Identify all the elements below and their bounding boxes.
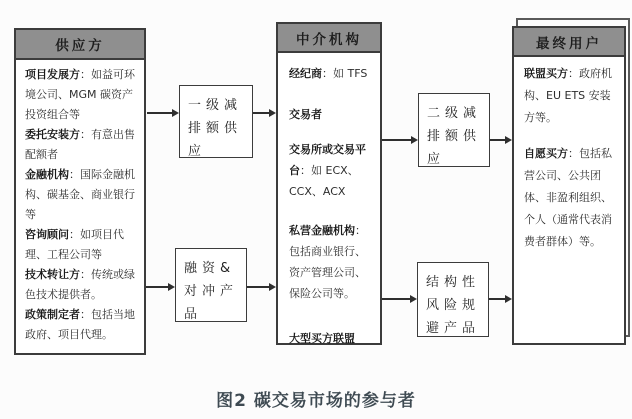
arrowhead-icon [410,295,417,303]
supply-column [14,28,146,355]
intermediary-item: 经纪商：如 TFS [289,67,368,80]
flow-box-financing-hedging: 融资&对冲产品 [175,248,247,322]
connector-structural-to-enduser [489,298,505,300]
arrowhead-icon [505,295,512,303]
end-user-body [514,57,624,253]
arrowhead-icon [172,109,179,117]
arrowhead-icon [411,136,418,144]
figure-caption: 图2 碳交易市场的参与者 [216,391,416,411]
intermediary-item: 交易者 [289,108,322,121]
arrowhead-icon [269,283,276,291]
end-user-column [512,26,626,345]
intermediary-item: 交易所或交易平台：如 ECX、CCX、ACX [289,143,366,198]
arrowhead-icon [168,283,175,291]
intermediary-body [278,53,380,349]
supply-header: 供应方 [16,30,144,60]
connector-intermediary-to-structural [382,298,410,300]
connector-secondary-to-enduser [490,139,505,141]
supply-item: 金融机构：国际金融机构、碳基金、商业银行等 [25,168,135,221]
supply-item: 政策制定者：包括当地政府、项目代理。 [25,308,135,341]
supply-item: 委托安装方：有意出售配额者 [25,128,135,161]
intermediary-item: 大型买方联盟 [289,332,355,345]
end-user-header: 最终用户 [514,28,624,57]
arrowhead-icon [505,136,512,144]
intermediary-column [276,22,382,345]
connector-supply-to-financing [146,286,168,288]
intermediary-header: 中介机构 [278,24,380,53]
supply-body [16,60,144,345]
connector-primary-to-intermediary [253,112,269,114]
flow-box-secondary-supply: 二级减排额供应 [418,93,490,167]
end-user-item: 联盟买方：政府机构、EU ETS 安装方等。 [524,67,612,124]
supply-item: 项目发展方：如益可环境公司、MGM 碳资产投资组合等 [25,68,135,121]
connector-supply-to-primary [147,112,172,114]
flow-box-primary-supply: 一级减排额供应 [179,85,253,158]
arrowhead-icon [269,109,276,117]
supply-item: 咨询顾问：如项目代理、工程公司等 [25,228,124,261]
intermediary-item: 私营金融机构：包括商业银行、资产管理公司、保险公司等。 [289,224,366,300]
supply-item: 技术转让方：传统或绿色技术提供者。 [25,268,135,301]
end-user-item: 自愿买方：包括私营公司、公共团体、非盈利组织、个人（通常代表消费者群体）等。 [524,147,612,248]
connector-financing-to-intermediary [247,286,269,288]
connector-intermediary-to-secondary [382,139,411,141]
flow-box-structural-risk: 结构性风险规避产品 [417,262,489,337]
